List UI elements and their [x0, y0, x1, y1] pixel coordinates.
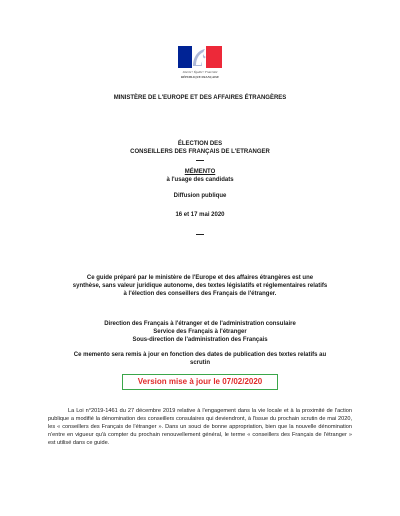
- dates-separator: [196, 234, 204, 235]
- republique-francaise-logo: [172, 44, 228, 84]
- direction-line1: Direction des Français à l'étranger et de l'administration consulaire: [104, 321, 296, 327]
- election-dates: 16 et 17 mai 2020: [175, 212, 225, 218]
- diffusion-label: Diffusion publique: [173, 193, 227, 199]
- logo-republique-name: RÉPUBLIQUE FRANÇAISE: [180, 75, 220, 79]
- version-label: Version mise à jour le 07/02/2020: [137, 377, 263, 386]
- direction-line2: Service des Français à l'étranger: [153, 329, 247, 335]
- law-paragraph: La Loi n°2019-1461 du 27 décembre 2019 relative à l'engagement dans la vie locale et à la proximité de l'action publique a modifié la dénomination des conseillers consulaires qui deviendront, à l'issue du prochain scrutin de mai 2020, les « conseillers des Français de l'étranger ». Dans un souci de bonne appropriation, bien que la nouvelle dénomination n'entre en vigueur qu'à compter du prochain renouvellement général, le terme « conseillers des Français de l'étranger » est utilisé dans ce guide.: [48, 408, 352, 446]
- intro-line2: synthèse, sans valeur juridique autonome, des textes législatifs et réglementaires relatifs: [72, 283, 328, 289]
- ministry-heading: MINISTÈRE DE L'EUROPE ET DES AFFAIRES ÉTRANGÈRES: [113, 95, 287, 101]
- marianne-flag-icon: [172, 44, 228, 70]
- intro-line1: Ce guide préparé par le ministère de l'Europe et des affaires étrangères est une: [86, 275, 314, 281]
- direction-line3: Sous-direction de l'administration des Français: [132, 337, 268, 343]
- memento-subtitle: à l'usage des candidats: [166, 177, 234, 183]
- title-separator: [196, 160, 204, 161]
- update-notice-line2: scrutin: [189, 360, 210, 366]
- update-notice-line1: Ce memento sera remis à jour en fonction des dates de publication des textes relatifs au: [73, 352, 327, 358]
- logo-motto: Liberté • Égalité • Fraternité: [182, 70, 218, 74]
- election-title-line2: CONSEILLERS DES FRANÇAIS DE L'ETRANGER: [130, 149, 270, 155]
- intro-line3: à l'élection des conseillers des Français de l'étranger.: [123, 291, 277, 297]
- version-banner: [122, 374, 278, 390]
- election-title-line1: ÉLECTION DES: [177, 141, 223, 147]
- memento-heading: MÉMENTO: [184, 169, 216, 175]
